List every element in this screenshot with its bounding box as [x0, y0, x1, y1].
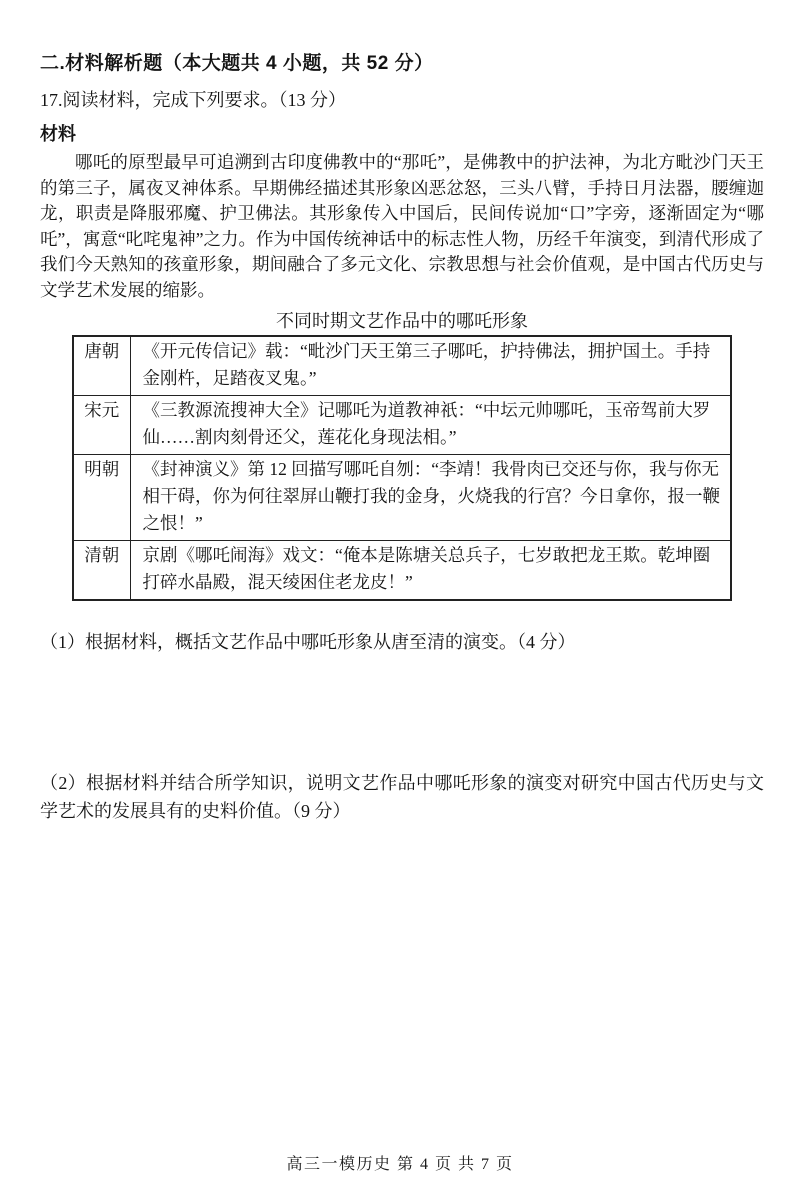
- table-row-songyuan: [73, 396, 731, 455]
- question-2: （2）根据材料并结合所学知识，说明文艺作品中哪吒形象的演变对研究中国古代历史与文学艺术的发展具有的史料价值。（9 分）: [40, 773, 764, 821]
- description-cell: 京剧《哪吒闹海》戏文：“俺本是陈塘关总兵子，七岁敢把龙王欺。乾坤圈打碎水晶殿，混天绫困住老龙皮！”: [130, 541, 731, 601]
- period-cell: 宋元: [73, 396, 130, 455]
- nezha-image-table: [72, 335, 732, 601]
- table-row-qing: [73, 541, 731, 601]
- section-header: 二.材料解析题（本大题共 4 小题，共 52 分）: [40, 53, 434, 74]
- page-footer: 高三一模历史 第 4 页 共 7 页: [286, 1156, 514, 1173]
- period-cell: 清朝: [73, 541, 130, 601]
- material-paragraph: 哪吒的原型最早可追溯到古印度佛教中的“那吒”，是佛教中的护法神，为北方毗沙门天王的第三子，属夜叉神体系。早期佛经描述其形象凶恶忿怒，三头八臂，手持日月法器，腰缠迦龙，职责是降服邪魔、护卫佛法。其形象传入中国后，民间传说加“口”字旁，逐渐固定为“哪吒”，寓意“叱咤鬼神”之力。作为中国传统神话中的标志性人物，历经千年演变，到清代形成了我们今天熟知的孩童形象，期间融合了多元文化、宗教思想与社会价值观，是中国古代历史与文学艺术发展的缩影。: [40, 152, 764, 300]
- description-cell: 《开元传信记》载：“毗沙门天王第三子哪吒，护持佛法，拥护国土。手持金刚杵，足踏夜叉鬼。”: [130, 336, 731, 396]
- table-title: 不同时期文艺作品中的哪吒形象: [276, 311, 528, 331]
- description-cell: 《封神演义》第 12 回描写哪吒自刎：“李靖！我骨肉已交还与你，我与你无相干碍，你为何往翠屏山鞭打我的金身，火烧我的行宫？今日拿你，报一鞭之恨！”: [130, 455, 731, 541]
- period-cell: 明朝: [73, 455, 130, 541]
- question-17-intro: 17.阅读材料，完成下列要求。（13 分）: [40, 90, 346, 110]
- description-cell: 《三教源流搜神大全》记哪吒为道教神祇：“中坛元帅哪吒，玉帝驾前大罗仙……割肉刻骨还父，莲花化身现法相。”: [130, 396, 731, 455]
- material-label: 材料: [40, 124, 76, 144]
- table-row-ming: [73, 455, 731, 541]
- table-row-tang: [73, 336, 731, 396]
- period-cell: 唐朝: [73, 336, 130, 396]
- question-1: （1）根据材料，概括文艺作品中哪吒形象从唐至清的演变。（4 分）: [40, 632, 576, 652]
